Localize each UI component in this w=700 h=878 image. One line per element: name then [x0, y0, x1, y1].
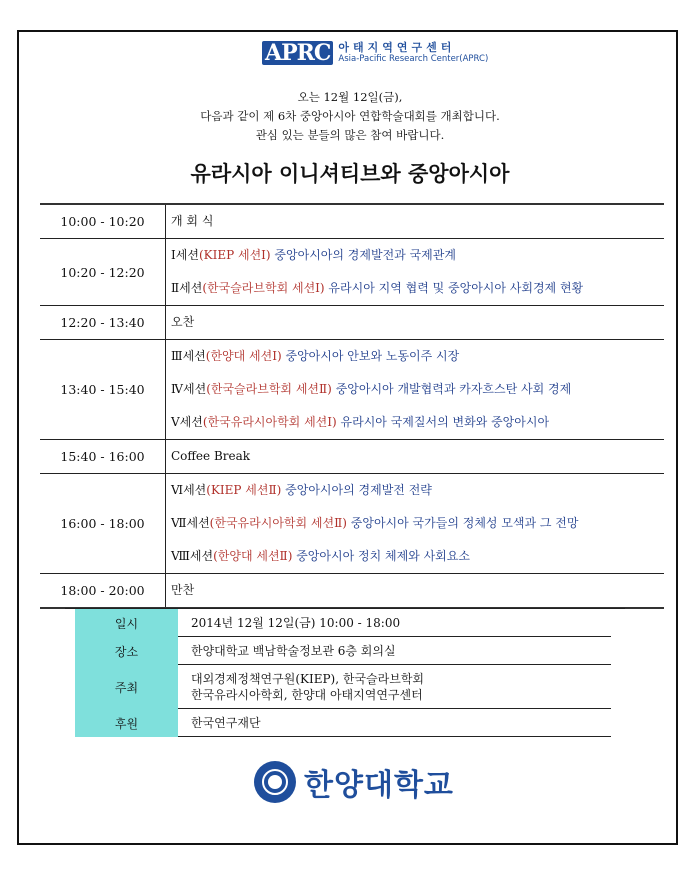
session-number: Coffee Break — [171, 449, 251, 463]
event-info-table — [65, 608, 625, 737]
session-topic: 중앙아시아 국가들의 정체성 모색과 그 전망 — [350, 516, 579, 530]
session-line — [171, 340, 659, 373]
schedule-content — [166, 474, 665, 574]
session-line — [171, 474, 659, 507]
schedule-row — [40, 306, 664, 340]
hanyang-logo — [254, 760, 454, 804]
session-number: 만찬 — [171, 583, 195, 597]
session-number: 오찬 — [171, 315, 195, 329]
aprc-logo-mark: APRC — [262, 41, 333, 65]
aprc-logo — [262, 38, 488, 68]
session-line — [171, 574, 659, 607]
schedule-content — [166, 204, 665, 239]
session-organizer: (한양대 세션Ⅰ) — [205, 349, 282, 363]
session-organizer: (KIEP 세션Ⅱ) — [206, 483, 282, 497]
host-value — [178, 665, 611, 709]
host-label: 주최 — [75, 665, 178, 709]
hanyang-seal-icon — [254, 761, 296, 803]
session-line — [171, 239, 659, 272]
session-organizer: (한국유라시아학회 세션Ⅰ) — [202, 415, 337, 429]
session-line — [171, 540, 659, 573]
session-organizer: (한양대 세션Ⅱ) — [213, 549, 293, 563]
schedule-content — [166, 440, 665, 474]
schedule-time: 16:00 - 18:00 — [40, 474, 166, 574]
schedule-content — [166, 340, 665, 440]
schedule-row — [40, 574, 664, 609]
sponsor-label: 후원 — [75, 709, 178, 737]
intro-line-2: 다음과 같이 제 6차 중앙아시아 연합학술대회를 개최합니다. — [200, 109, 500, 123]
session-line — [171, 272, 659, 305]
schedule-content — [166, 306, 665, 340]
session-topic: 중앙아시아의 경제발전 전략 — [285, 483, 432, 497]
session-topic: 중앙아시아 안보와 노동이주 시장 — [285, 349, 460, 363]
schedule-content — [166, 574, 665, 609]
session-line — [171, 373, 659, 406]
place-value: 한양대학교 백남학술정보관 6층 회의실 — [178, 637, 611, 665]
session-topic: 중앙아시아 개발협력과 카자흐스탄 사회 경제 — [335, 382, 572, 396]
session-number: Ⅳ세션 — [171, 382, 207, 396]
schedule-time: 12:20 - 13:40 — [40, 306, 166, 340]
session-number: Ⅰ세션 — [171, 248, 199, 262]
session-topic: 중앙아시아의 경제발전과 국제관계 — [274, 248, 456, 262]
place-label: 장소 — [75, 637, 178, 665]
session-line — [171, 306, 659, 339]
session-number: Ⅲ세션 — [171, 349, 206, 363]
schedule-time: 18:00 - 20:00 — [40, 574, 166, 609]
session-line — [171, 406, 659, 439]
session-number: Ⅵ세션 — [171, 483, 207, 497]
session-line — [171, 507, 659, 540]
schedule-table — [40, 203, 664, 609]
session-organizer: (한국유라시아학회 세션Ⅱ) — [209, 516, 347, 530]
schedule-row — [40, 204, 664, 239]
aprc-english-name: Asia-Pacific Research Center(APRC) — [338, 54, 489, 65]
university-name: 한양대학교 — [304, 768, 454, 803]
event-title: 유라시아 이니셔티브와 중앙아시아 — [190, 162, 510, 186]
session-number: Ⅶ세션 — [171, 516, 210, 530]
date-value: 2014년 12월 12일(금) 10:00 - 18:00 — [178, 609, 611, 637]
host-value-line-1: 대외경제정책연구원(KIEP), 한국슬라브학회 — [191, 671, 425, 686]
schedule-time: 10:00 - 10:20 — [40, 204, 166, 239]
schedule-row — [40, 440, 664, 474]
session-topic: 중앙아시아 정치 체제와 사회요소 — [296, 549, 470, 563]
schedule-row — [40, 340, 664, 440]
sponsor-value: 한국연구재단 — [178, 709, 611, 737]
schedule-time: 13:40 - 15:40 — [40, 340, 166, 440]
intro-line-3: 관심 있는 분들의 많은 참여 바랍니다. — [255, 128, 445, 142]
host-value-line-2: 한국유라시아학회, 한양대 아태지역연구센터 — [191, 687, 423, 702]
schedule-row — [40, 474, 664, 574]
session-organizer: (KIEP 세션Ⅰ) — [198, 248, 271, 262]
session-number: Ⅱ세션 — [171, 281, 203, 295]
session-organizer: (한국슬라브학회 세션Ⅱ) — [206, 382, 332, 396]
schedule-time: 15:40 - 16:00 — [40, 440, 166, 474]
session-number: Ⅴ세션 — [171, 415, 203, 429]
intro-line-1: 오는 12월 12일(금), — [297, 90, 403, 104]
schedule-content — [166, 239, 665, 306]
schedule-time: 10:20 - 12:20 — [40, 239, 166, 306]
session-number: 개 회 식 — [171, 214, 214, 228]
session-topic: 유라시아 지역 협력 및 중앙아시아 사회경제 현황 — [328, 281, 584, 295]
schedule-row — [40, 239, 664, 306]
session-line — [171, 440, 659, 473]
session-organizer: (한국슬라브학회 세션Ⅰ) — [202, 281, 325, 295]
session-topic: 유라시아 국제질서의 변화와 중앙아시아 — [340, 415, 550, 429]
date-label: 일시 — [75, 609, 178, 637]
session-number: Ⅷ세션 — [171, 549, 214, 563]
session-line — [171, 205, 659, 238]
aprc-korean-name: 아태지역연구센터 — [338, 41, 456, 55]
